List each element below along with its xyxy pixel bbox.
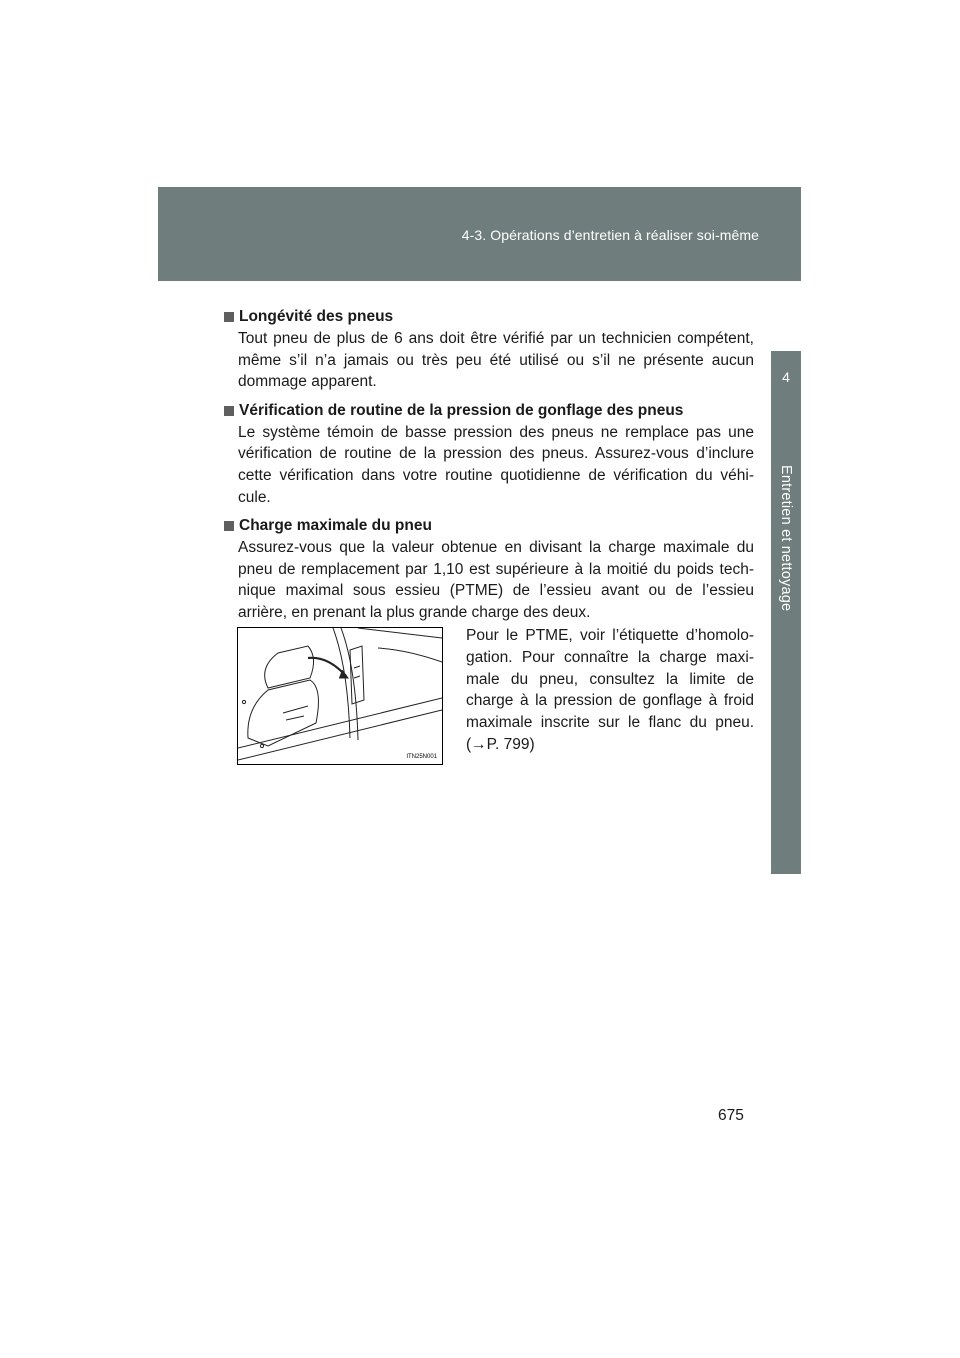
chapter-label: Entretien et nettoyage xyxy=(778,465,794,612)
section-max-load xyxy=(224,515,754,623)
car-door-illustration xyxy=(238,628,442,764)
section-pressure-check xyxy=(224,400,754,508)
section-body: Le système témoin de basse pression des pneus ne remplace pas une vérification de routine de la pression des pneus. Assurez-vous d’inclure cette vérification dans votre routine quotidienne de vérification du véhi-cule. xyxy=(238,423,754,506)
chapter-tab[interactable] xyxy=(771,351,801,874)
door-pillar-illustration xyxy=(237,627,443,765)
figure-caption: Pour le PTME, voir l’étiquette d’homolo-gation. Pour connaître la charge maxi-male du pneu, consultez la limite de charge à la pression de gonflage à froid maximale inscrite sur le flanc du pneu. (→P. 799) xyxy=(466,627,754,753)
section-heading xyxy=(224,400,754,422)
square-bullet-icon xyxy=(224,312,234,322)
section-heading xyxy=(224,306,754,328)
section-tire-longevity xyxy=(224,306,754,393)
section-heading xyxy=(224,515,754,537)
heading-text: Charge maximale du pneu xyxy=(239,517,432,535)
square-bullet-icon xyxy=(224,406,234,416)
section-body: Assurez-vous que la valeur obtenue en divisant la charge maximale du pneu de remplacement par 1,10 est supérieure à la moitié du poids tech-nique maximal sous essieu (PTME) de l’essieu avant ou de l’essieu arrière, en prenant la plus grande charge des deux. xyxy=(238,539,754,621)
main-content xyxy=(224,306,754,631)
heading-text: Vérification de routine de la pression de gonflage des pneus xyxy=(239,401,684,419)
page-number: 675 xyxy=(718,1107,744,1124)
header-band xyxy=(158,187,801,281)
section-body: Tout pneu de plus de 6 ans doit être vérifié par un technicien compétent, même s’il n’a jamais ou très peu été utilisé ou s’il ne présente aucun dommage apparent. xyxy=(238,330,754,391)
heading-text: Longévité des pneus xyxy=(239,308,394,325)
chapter-number: 4 xyxy=(782,369,790,385)
square-bullet-icon xyxy=(224,521,234,531)
figure-code: ITN25N001 xyxy=(406,754,437,760)
section-title: 4-3. Opérations d’entretien à réaliser soi-même xyxy=(461,227,759,243)
